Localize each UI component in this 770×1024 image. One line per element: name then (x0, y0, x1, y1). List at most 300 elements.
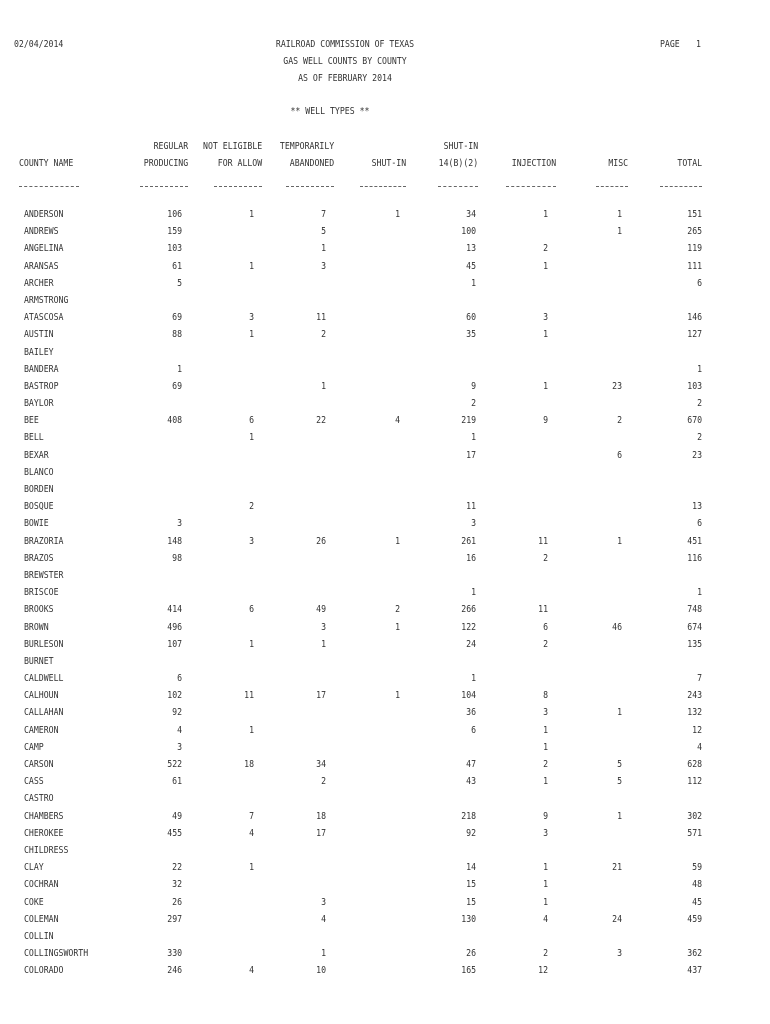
cell-county-name: ANDREWS (24, 226, 59, 238)
cell-regular-producing: 107 (167, 638, 182, 650)
cell-county-name: ARANSAS (24, 260, 59, 272)
cell-not-eligible: 11 (244, 690, 254, 702)
cell-injection: 3 (543, 827, 548, 839)
table-row (0, 398, 770, 415)
cell-regular-producing: 92 (172, 707, 182, 719)
cell-regular-producing: 6 (177, 673, 182, 685)
cell-county-name: COLLINGSWORTH (24, 948, 89, 960)
table-row (0, 295, 770, 312)
cell-shut-in-14b2: 9 (471, 380, 476, 392)
rule-regular (140, 186, 188, 187)
cell-not-eligible: 1 (249, 432, 254, 444)
cell-regular-producing: 455 (167, 827, 182, 839)
cell-regular-producing: 3 (177, 518, 182, 530)
cell-not-eligible: 4 (249, 965, 254, 977)
cell-county-name: COLEMAN (24, 913, 59, 925)
cell-misc: 5 (617, 759, 622, 770)
table-row (0, 742, 770, 759)
table-row (0, 673, 770, 690)
cell-total: 48 (692, 879, 702, 891)
table-row (0, 725, 770, 742)
col-header-regular-1: REGULAR (153, 141, 188, 152)
table-row (0, 347, 770, 364)
cell-regular-producing: 69 (172, 312, 182, 324)
table-row (0, 450, 770, 467)
cell-total: 748 (687, 604, 702, 616)
cell-not-eligible: 1 (249, 638, 254, 650)
cell-shut-in-14b2: 1 (471, 277, 476, 289)
cell-county-name: ARCHER (24, 277, 54, 289)
cell-shut-in: 1 (395, 209, 400, 220)
cell-county-name: CASTRO (24, 793, 54, 805)
cell-regular-producing: 408 (167, 415, 182, 427)
cell-temp-abandoned: 10 (316, 965, 326, 977)
cell-misc: 1 (617, 707, 622, 719)
cell-regular-producing: 148 (167, 535, 182, 547)
cell-temp-abandoned: 1 (321, 948, 326, 960)
cell-shut-in-14b2: 11 (466, 501, 476, 513)
cell-total: 670 (687, 415, 702, 427)
cell-county-name: BANDERA (24, 363, 59, 375)
cell-shut-in-14b2: 104 (461, 690, 476, 702)
cell-temp-abandoned: 1 (321, 638, 326, 650)
cell-temp-abandoned: 11 (316, 312, 326, 324)
cell-shut-in-14b2: 24 (466, 638, 476, 650)
cell-regular-producing: 26 (172, 896, 182, 908)
cell-injection: 9 (543, 415, 548, 427)
cell-county-name: CALHOUN (24, 690, 59, 702)
cell-total: 12 (692, 724, 702, 736)
cell-injection: 11 (538, 535, 548, 547)
cell-regular-producing: 297 (167, 913, 182, 925)
cell-county-name: BASTROP (24, 380, 59, 392)
cell-regular-producing: 246 (167, 965, 182, 977)
cell-total: 1 (697, 363, 702, 375)
cell-shut-in-14b2: 1 (471, 673, 476, 685)
cell-misc: 24 (612, 913, 622, 925)
cell-regular-producing: 106 (167, 209, 182, 220)
cell-temp-abandoned: 5 (321, 226, 326, 238)
cell-total: 6 (697, 518, 702, 530)
cell-total: 7 (697, 673, 702, 685)
cell-county-name: BLANCO (24, 466, 54, 478)
table-row (0, 329, 770, 346)
report-date: 02/04/2014 (14, 39, 64, 50)
cell-regular-producing: 98 (172, 552, 182, 564)
cell-temp-abandoned: 34 (316, 759, 326, 770)
cell-shut-in-14b2: 130 (461, 913, 476, 925)
cell-shut-in-14b2: 43 (466, 776, 476, 788)
cell-regular-producing: 69 (172, 380, 182, 392)
cell-county-name: CAMP (24, 741, 44, 753)
cell-total: 135 (687, 638, 702, 650)
cell-county-name: COCHRAN (24, 879, 59, 891)
cell-misc: 23 (612, 380, 622, 392)
cell-shut-in-14b2: 35 (466, 329, 476, 341)
cell-total: 103 (687, 380, 702, 392)
cell-total: 119 (687, 243, 702, 255)
cell-regular-producing: 32 (172, 879, 182, 891)
cell-temp-abandoned: 26 (316, 535, 326, 547)
cell-total: 6 (697, 277, 702, 289)
cell-misc: 1 (617, 209, 622, 220)
cell-county-name: AUSTIN (24, 329, 54, 341)
cell-temp-abandoned: 18 (316, 810, 326, 822)
cell-shut-in-14b2: 36 (466, 707, 476, 719)
cell-county-name: CHILDRESS (24, 844, 69, 856)
cell-county-name: ANGELINA (24, 243, 64, 255)
col-header-not-eligible-1: NOT ELIGIBLE (202, 141, 262, 152)
col-header-misc: MISC (608, 158, 628, 169)
cell-county-name: ARMSTRONG (24, 294, 69, 306)
cell-county-name: BAYLOR (24, 398, 54, 410)
cell-county-name: BELL (24, 432, 44, 444)
cell-misc: 6 (617, 449, 622, 461)
cell-county-name: BOWIE (24, 518, 49, 530)
cell-shut-in-14b2: 3 (471, 518, 476, 530)
cell-county-name: CLAY (24, 862, 44, 874)
cell-injection: 2 (543, 638, 548, 650)
cell-regular-producing: 49 (172, 810, 182, 822)
cell-temp-abandoned: 4 (321, 913, 326, 925)
cell-county-name: BRISCOE (24, 587, 59, 599)
cell-not-eligible: 1 (249, 260, 254, 272)
cell-total: 59 (692, 862, 702, 874)
table-row (0, 690, 770, 707)
cell-shut-in-14b2: 47 (466, 759, 476, 770)
cell-regular-producing: 522 (167, 759, 182, 770)
cell-temp-abandoned: 17 (316, 690, 326, 702)
cell-shut-in: 1 (395, 690, 400, 702)
cell-not-eligible: 1 (249, 209, 254, 220)
cell-shut-in-14b2: 34 (466, 209, 476, 220)
cell-total: 146 (687, 312, 702, 324)
cell-county-name: BREWSTER (24, 569, 64, 581)
cell-shut-in-14b2: 15 (466, 896, 476, 908)
rule-injection (506, 186, 556, 187)
col-header-shutin14-1: SHUT-IN (443, 141, 478, 152)
table-row (0, 278, 770, 295)
col-header-shutin14-2: 14(B)(2) (438, 158, 478, 169)
cell-county-name: BORDEN (24, 484, 54, 495)
cell-county-name: COLLIN (24, 930, 54, 942)
cell-injection: 2 (543, 243, 548, 255)
table-row (0, 793, 770, 810)
cell-county-name: BRAZORIA (24, 535, 64, 547)
cell-injection: 1 (543, 724, 548, 736)
cell-shut-in-14b2: 16 (466, 552, 476, 564)
cell-not-eligible: 3 (249, 312, 254, 324)
table-row (0, 553, 770, 570)
cell-total: 23 (692, 449, 702, 461)
cell-county-name: BURLESON (24, 638, 64, 650)
cell-injection: 1 (543, 380, 548, 392)
cell-temp-abandoned: 1 (321, 380, 326, 392)
cell-total: 2 (697, 432, 702, 444)
cell-shut-in: 1 (395, 621, 400, 633)
cell-shut-in-14b2: 122 (461, 621, 476, 633)
cell-injection: 3 (543, 312, 548, 324)
cell-regular-producing: 61 (172, 776, 182, 788)
cell-shut-in-14b2: 165 (461, 965, 476, 977)
cell-total: 459 (687, 913, 702, 925)
col-header-temp-2: ABANDONED (289, 158, 334, 169)
table-row (0, 862, 770, 879)
table-row (0, 622, 770, 639)
cell-temp-abandoned: 49 (316, 604, 326, 616)
cell-shut-in: 4 (395, 415, 400, 427)
cell-total: 4 (697, 741, 702, 753)
table-row (0, 518, 770, 535)
cell-county-name: CALLAHAN (24, 707, 64, 719)
cell-shut-in-14b2: 100 (461, 226, 476, 238)
cell-shut-in-14b2: 266 (461, 604, 476, 616)
col-header-regular-2: PRODUCING (143, 158, 188, 169)
cell-regular-producing: 102 (167, 690, 182, 702)
page-number: 1 (696, 39, 701, 50)
cell-injection: 12 (538, 965, 548, 977)
cell-shut-in-14b2: 26 (466, 948, 476, 960)
cell-injection: 2 (543, 759, 548, 770)
table-row (0, 501, 770, 518)
cell-county-name: BROWN (24, 621, 49, 633)
cell-total: 112 (687, 776, 702, 788)
cell-temp-abandoned: 22 (316, 415, 326, 427)
cell-injection: 1 (543, 209, 548, 220)
cell-county-name: CASS (24, 776, 44, 788)
cell-county-name: BEXAR (24, 449, 49, 461)
cell-temp-abandoned: 7 (321, 209, 326, 220)
table-row (0, 965, 770, 982)
cell-not-eligible: 1 (249, 329, 254, 341)
table-row (0, 432, 770, 449)
table-row (0, 811, 770, 828)
cell-injection: 4 (543, 913, 548, 925)
cell-regular-producing: 414 (167, 604, 182, 616)
cell-total: 13 (692, 501, 702, 513)
cell-total: 45 (692, 896, 702, 908)
table-row (0, 381, 770, 398)
cell-total: 132 (687, 707, 702, 719)
cell-county-name: CAMERON (24, 724, 59, 736)
cell-regular-producing: 1 (177, 363, 182, 375)
table-row (0, 536, 770, 553)
cell-regular-producing: 496 (167, 621, 182, 633)
cell-regular-producing: 4 (177, 724, 182, 736)
cell-injection: 6 (543, 621, 548, 633)
cell-not-eligible: 6 (249, 415, 254, 427)
cell-regular-producing: 61 (172, 260, 182, 272)
cell-regular-producing: 22 (172, 862, 182, 874)
table-row (0, 484, 770, 501)
cell-total: 127 (687, 329, 702, 341)
cell-misc: 1 (617, 226, 622, 238)
cell-misc: 46 (612, 621, 622, 633)
table-row (0, 243, 770, 260)
cell-county-name: CARSON (24, 759, 54, 770)
cell-shut-in-14b2: 2 (471, 398, 476, 410)
cell-shut-in: 1 (395, 535, 400, 547)
cell-total: 1 (697, 587, 702, 599)
cell-total: 2 (697, 398, 702, 410)
cell-total: 111 (687, 260, 702, 272)
cell-misc: 1 (617, 535, 622, 547)
cell-total: 437 (687, 965, 702, 977)
cell-regular-producing: 103 (167, 243, 182, 255)
table-row (0, 879, 770, 896)
cell-regular-producing: 88 (172, 329, 182, 341)
cell-not-eligible: 1 (249, 724, 254, 736)
cell-injection: 1 (543, 896, 548, 908)
cell-misc: 2 (617, 415, 622, 427)
cell-total: 674 (687, 621, 702, 633)
cell-not-eligible: 18 (244, 759, 254, 770)
rule-county (19, 186, 79, 187)
cell-county-name: BEE (24, 415, 39, 427)
table-row (0, 656, 770, 673)
rule-temp (286, 186, 334, 187)
cell-shut-in-14b2: 261 (461, 535, 476, 547)
table-row (0, 759, 770, 776)
cell-county-name: BOSQUE (24, 501, 54, 513)
rule-misc (596, 186, 628, 187)
cell-regular-producing: 5 (177, 277, 182, 289)
col-header-not-eligible-2: FOR ALLOW (217, 158, 262, 169)
cell-not-eligible: 4 (249, 827, 254, 839)
table-row (0, 415, 770, 432)
table-row (0, 467, 770, 484)
cell-injection: 1 (543, 260, 548, 272)
cell-temp-abandoned: 3 (321, 260, 326, 272)
cell-total: 628 (687, 759, 702, 770)
cell-injection: 2 (543, 948, 548, 960)
table-row (0, 570, 770, 587)
rule-total (660, 186, 702, 187)
table-row (0, 931, 770, 948)
table-row (0, 261, 770, 278)
report-title-line-2: GAS WELL COUNTS BY COUNTY (283, 56, 407, 67)
cell-shut-in-14b2: 45 (466, 260, 476, 272)
cell-county-name: BROOKS (24, 604, 54, 616)
cell-temp-abandoned: 1 (321, 243, 326, 255)
page-label: PAGE (660, 39, 680, 50)
cell-county-name: COLORADO (24, 965, 64, 977)
table-row (0, 707, 770, 724)
cell-total: 451 (687, 535, 702, 547)
table-row (0, 226, 770, 243)
cell-injection: 1 (543, 776, 548, 788)
cell-injection: 3 (543, 707, 548, 719)
table-row (0, 312, 770, 329)
cell-county-name: BURNET (24, 655, 54, 667)
cell-county-name: CALDWELL (24, 673, 64, 685)
cell-total: 302 (687, 810, 702, 822)
cell-shut-in-14b2: 92 (466, 827, 476, 839)
table-row (0, 845, 770, 862)
cell-shut-in-14b2: 14 (466, 862, 476, 874)
cell-shut-in-14b2: 6 (471, 724, 476, 736)
cell-total: 243 (687, 690, 702, 702)
table-row (0, 639, 770, 656)
rule-shutin (360, 186, 406, 187)
col-header-injection: INJECTION (511, 158, 556, 169)
table-row (0, 776, 770, 793)
cell-misc: 21 (612, 862, 622, 874)
cell-not-eligible: 1 (249, 862, 254, 874)
cell-county-name: CHEROKEE (24, 827, 64, 839)
cell-shut-in-14b2: 17 (466, 449, 476, 461)
cell-regular-producing: 159 (167, 226, 182, 238)
cell-injection: 8 (543, 690, 548, 702)
cell-total: 151 (687, 209, 702, 220)
report-title-line-3: AS OF FEBRUARY 2014 (298, 73, 392, 84)
cell-temp-abandoned: 17 (316, 827, 326, 839)
col-header-county: COUNTY NAME (19, 158, 74, 169)
table-row (0, 897, 770, 914)
cell-misc: 3 (617, 948, 622, 960)
cell-county-name: ANDERSON (24, 209, 64, 220)
table-row (0, 364, 770, 381)
table-row (0, 209, 770, 226)
cell-misc: 5 (617, 776, 622, 788)
cell-not-eligible: 3 (249, 535, 254, 547)
cell-county-name: COKE (24, 896, 44, 908)
col-header-temp-1: TEMPORARILY (279, 141, 334, 152)
cell-shut-in-14b2: 60 (466, 312, 476, 324)
cell-shut-in-14b2: 15 (466, 879, 476, 891)
cell-regular-producing: 3 (177, 741, 182, 753)
table-row (0, 948, 770, 965)
cell-shut-in: 2 (395, 604, 400, 616)
rule-shutin14 (438, 186, 478, 187)
cell-injection: 1 (543, 862, 548, 874)
cell-county-name: ATASCOSA (24, 312, 64, 324)
cell-temp-abandoned: 2 (321, 776, 326, 788)
cell-total: 362 (687, 948, 702, 960)
cell-not-eligible: 7 (249, 810, 254, 822)
cell-injection: 1 (543, 741, 548, 753)
cell-regular-producing: 330 (167, 948, 182, 960)
cell-temp-abandoned: 3 (321, 621, 326, 633)
cell-not-eligible: 6 (249, 604, 254, 616)
rule-not-eligible (214, 186, 262, 187)
cell-injection: 2 (543, 552, 548, 564)
col-header-total: TOTAL (677, 158, 702, 169)
cell-not-eligible: 2 (249, 501, 254, 513)
table-row (0, 587, 770, 604)
cell-shut-in-14b2: 13 (466, 243, 476, 255)
cell-shut-in-14b2: 218 (461, 810, 476, 822)
cell-injection: 9 (543, 810, 548, 822)
cell-temp-abandoned: 2 (321, 329, 326, 341)
well-types-banner: ** WELL TYPES ** (290, 106, 370, 117)
cell-total: 571 (687, 827, 702, 839)
cell-temp-abandoned: 3 (321, 896, 326, 908)
cell-county-name: CHAMBERS (24, 810, 64, 822)
cell-total: 116 (687, 552, 702, 564)
cell-shut-in-14b2: 1 (471, 432, 476, 444)
table-row (0, 828, 770, 845)
cell-injection: 1 (543, 329, 548, 341)
cell-injection: 11 (538, 604, 548, 616)
cell-shut-in-14b2: 219 (461, 415, 476, 427)
table-row (0, 604, 770, 621)
county-table-body (0, 209, 770, 982)
cell-county-name: BRAZOS (24, 552, 54, 564)
cell-total: 265 (687, 226, 702, 238)
report-title-line-1: RAILROAD COMMISSION OF TEXAS (275, 39, 415, 50)
cell-shut-in-14b2: 1 (471, 587, 476, 599)
